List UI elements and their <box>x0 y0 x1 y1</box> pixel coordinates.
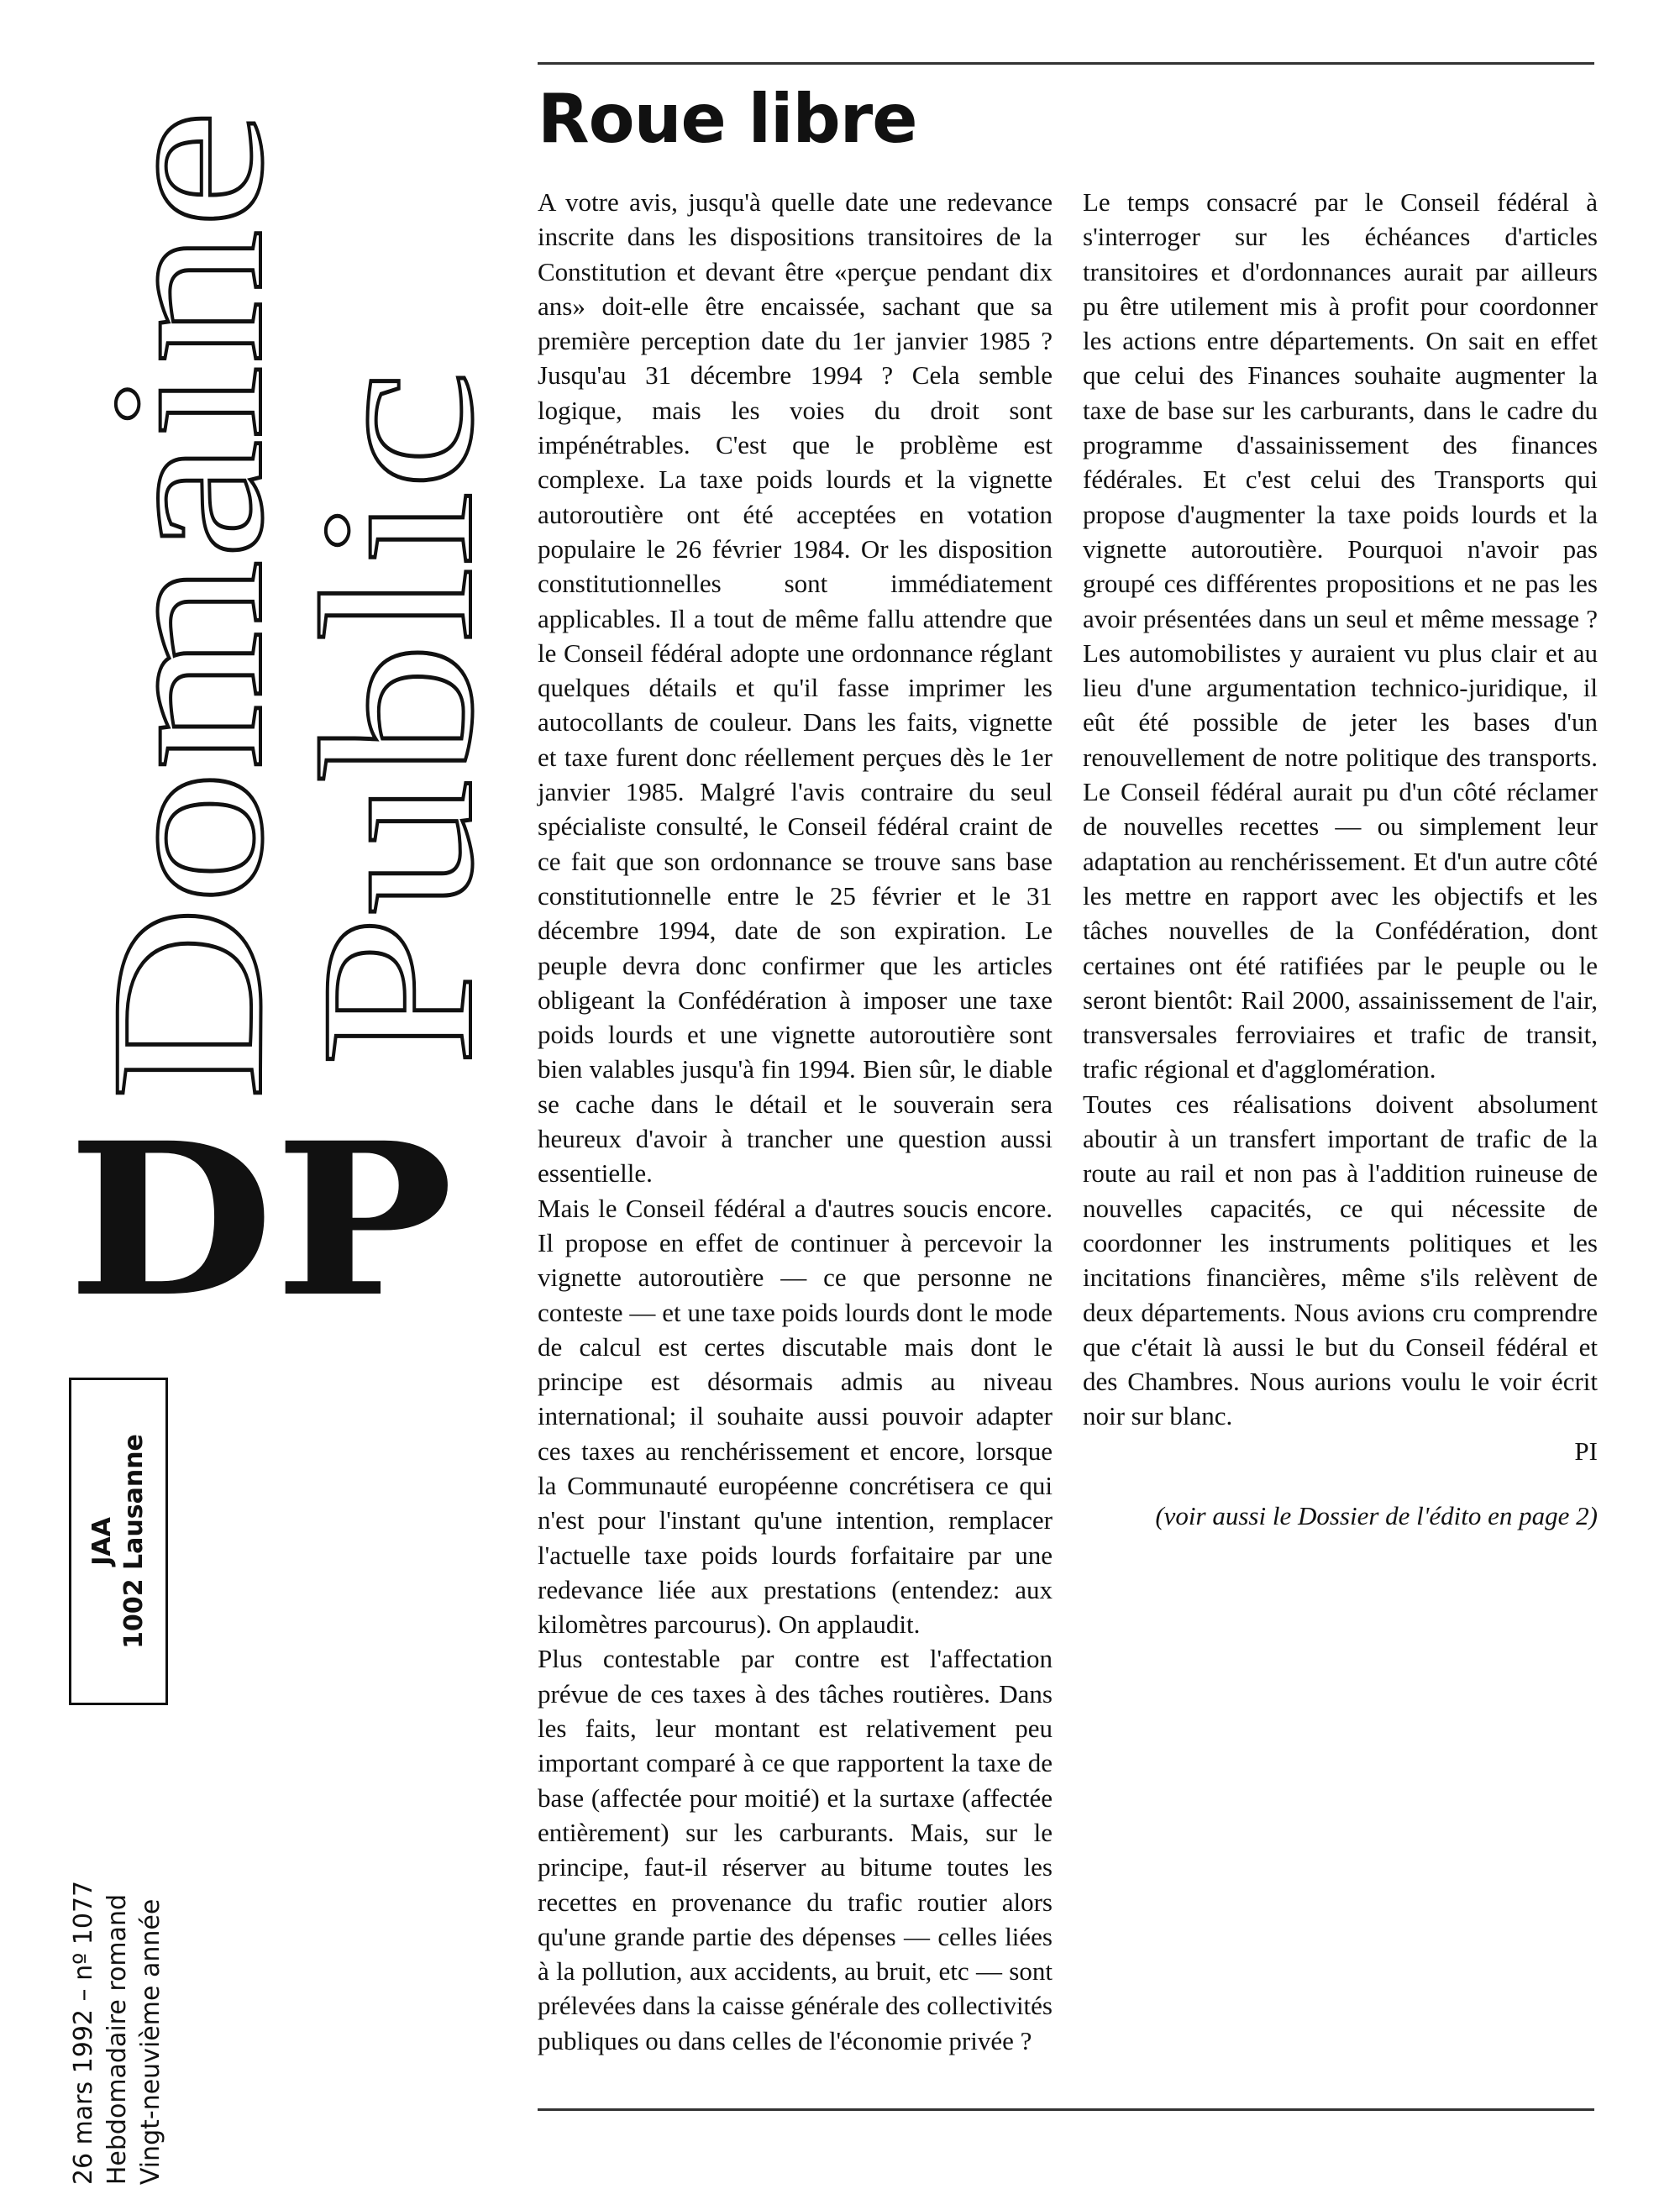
masthead-word-domaine: Domaine <box>66 299 308 1100</box>
masthead <box>50 50 521 2167</box>
top-rule <box>538 62 1594 65</box>
article-title: Roue libre <box>538 80 917 158</box>
paragraph: Plus contestable par contre est l'affectation prévue de ces taxes à des tâches routières. Dans les faits, leur montant est relativement peu important comparé à ce que rapportent la taxe de base (affectée pour moitié) et la surtaxe (affectée entièrement) sur les carburants. Mais, sur le principe, faut-il réserver au bitume toutes les recettes en provenance du trafic routier alors qu'une grande partie des dépenses — celles liées à la pollution, aux accidents, au bruit, etc — sont prélevées dans la caisse générale des collectivités publiques ou dans celles de l'économie privée ? <box>538 1644 1053 2055</box>
article-body <box>538 185 1598 2066</box>
address-line-jaa: JAA <box>87 1517 117 1566</box>
dateline-text <box>67 1881 168 2185</box>
see-also-note: (voir aussi le Dossier de l'édito en page 2) <box>1155 1500 1598 1530</box>
masthead-word-public: Public <box>276 508 518 1067</box>
address-box-text <box>87 1434 150 1649</box>
address-box <box>69 1378 168 1705</box>
dateline <box>50 1880 185 2186</box>
masthead-logo <box>50 50 521 1310</box>
paragraph: Mais le Conseil fédéral a d'autres soucis encore. Il propose en effet de continuer à percevoir la vignette autoroutière — ce que personne ne conteste — et une taxe poids lourds dont le mode de calcul est certes discutable mais dont le principe est désormais admis au niveau international; il souhaite aussi pouvoir adapter ces taxes au renchérissement et encore, lorsque la Communauté européenne concrétisera ce qui n'est pour l'instant qu'une intention, remplacer l'actuelle taxe poids lourds forfaitaire par une redevance liée aux prestations (entendez: aux kilomètres parcourus). On applaudit. <box>538 1193 1053 1640</box>
issue-date: 26 mars 1992 – nº 1077 <box>69 1880 98 2186</box>
masthead-initials-dp: DP <box>67 1096 454 1310</box>
publication-year: Vingt-neuvième année <box>136 1898 165 2186</box>
paragraph: A votre avis, jusqu'à quelle date une redevance inscrite dans les dispositions transitoires de la Constitution et devant être «perçue pendant dix ans» doit-elle être encaissée, sachant que sa première perception date du 1er janvier 1985 ? Jusqu'au 31 décembre 1994 ? Cela semble logique, mais les voies du droit sont impénétrables. C'est que le problème est complexe. La taxe poids lourds et la vignette autoroutière ont été acceptées en votation populaire le 26 février 1984. Or les disposition constitutionnelles sont immédiatement applicables. Il a tout de même fallu attendre que le Conseil fédéral adopte une ordonnance réglant quelques détails et qu'il fasse imprimer les autocollants de couleur. Dans les faits, vignette et taxe furent donc réellement perçues dès le 1er janvier 1985. Malgré l'avis contraire du seul spécialiste consulté, le Conseil fédéral craint de ce fait que son ordonnance se trouve sans base constitutionnelle entre le 25 février et le 31 décembre 1994, date de son expiration. Le peuple devra donc confirmer que les articles obligeant la Confédération à imposer une taxe poids lourds et une vignette autoroutière sont bien valables jusqu'à fin 1994. Bien sûr, le diable se cache dans le détail et le souverain sera heureux d'avoir à trancher une question aussi essentielle. <box>538 187 1053 1189</box>
bottom-rule <box>538 2108 1594 2111</box>
author-signature: PI <box>1574 1436 1598 1466</box>
paragraph: Le temps consacré par le Conseil fédéral à s'interroger sur les échéances d'articles transitoires et d'ordonnances aurait par ailleurs pu être utilement mis à profit pour coordonner les actions entre départements. On sait en effet que celui des Finances souhaite augmenter la taxe de base sur les carburants, dans le cadre du programme d'assainissement des finances fédérales. Et c'est celui des Transports qui propose d'augmenter la taxe poids lourds et la vignette autoroutière. Pourquoi n'avoir pas groupé ces différentes propositions et ne pas les avoir présentées dans un seul et même message ? Les automobilistes y auraient vu plus clair et au lieu d'une argumentation technico-juridique, il eût été possible de jeter les bases d'un renouvellement de notre politique des transports. Le Conseil fédéral aurait pu d'un côté réclamer de nouvelles recettes — ou simplement leur adaptation au renchérissement. Et d'un autre côté les mettre en rapport avec les objectifs et les tâches nouvelles de la Confédération, dont certaines ont été ratifiées par le peuple ou le seront bientôt: Rail 2000, assainissement de l'air, transversales ferroviaires et trafic de transit, trafic régional et d'agglomération. <box>1083 187 1598 1084</box>
publication-type: Hebdomadaire romand <box>102 1893 132 2186</box>
paragraph: Toutes ces réalisations doivent absolument aboutir à un transfert important de trafic de la route au rail et non pas à l'addition ruineuse de nouvelles capacités, ce qui nécessite de coordonner les instruments politiques et les incitations financières, même s'ils relèvent de deux départements. Nous avions cru comprendre que c'était là aussi le but du Conseil fédéral et des Chambres. Nous aurions voulu le voir écrit noir sur blanc. <box>1083 1089 1598 1431</box>
address-line-city: 1002 Lausanne <box>119 1434 149 1649</box>
